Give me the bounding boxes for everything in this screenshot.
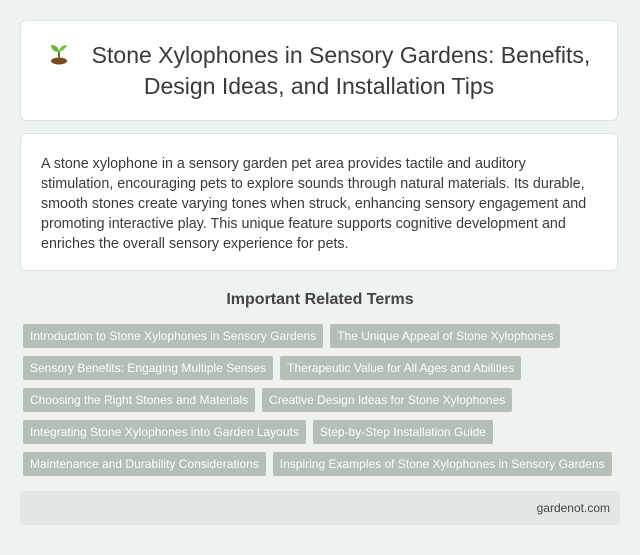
tag-row (23, 324, 623, 348)
related-term-tag[interactable]: Inspiring Examples of Stone Xylophones in Sensory Gardens (273, 452, 612, 476)
related-terms-list (23, 324, 623, 484)
page-title (21, 40, 617, 102)
related-term-tag[interactable]: The Unique Appeal of Stone Xylophones (330, 324, 560, 348)
related-terms-heading: Important Related Terms (226, 291, 414, 308)
summary-text: A stone xylophone in a sensory garden pet area provides tactile and auditory stimulation, encouraging pets to explore sounds through natural materials. Its durable, smooth stones create varying tones when struck, enhancing sensory engagement and promoting interactive play. This unique feature supports cognitive development and enriches the overall sensory experience for pets. (41, 156, 587, 252)
tag-row (23, 420, 623, 444)
tag-row (23, 452, 623, 476)
related-term-tag[interactable]: Step-by-Step Installation Guide (313, 420, 493, 444)
footer-site-link[interactable]: gardenot.com (536, 501, 610, 515)
related-term-tag[interactable]: Sensory Benefits: Engaging Multiple Senses (23, 356, 273, 380)
tag-row (23, 356, 623, 380)
related-term-tag[interactable]: Creative Design Ideas for Stone Xylophones (262, 388, 512, 412)
sprout-icon (48, 43, 70, 65)
related-term-tag[interactable]: Introduction to Stone Xylophones in Sensory Gardens (23, 324, 323, 348)
related-term-tag[interactable]: Maintenance and Durability Considerations (23, 452, 266, 476)
page-title-text: Stone Xylophones in Sensory Gardens: Benefits, Design Ideas, and Installation Tips (91, 41, 591, 99)
footer (20, 491, 620, 525)
title-card (20, 20, 618, 121)
summary-card (20, 133, 618, 271)
tag-row (23, 388, 623, 412)
related-term-tag[interactable]: Therapeutic Value for All Ages and Abilities (280, 356, 521, 380)
related-term-tag[interactable]: Integrating Stone Xylophones into Garden Layouts (23, 420, 306, 444)
related-term-tag[interactable]: Choosing the Right Stones and Materials (23, 388, 255, 412)
